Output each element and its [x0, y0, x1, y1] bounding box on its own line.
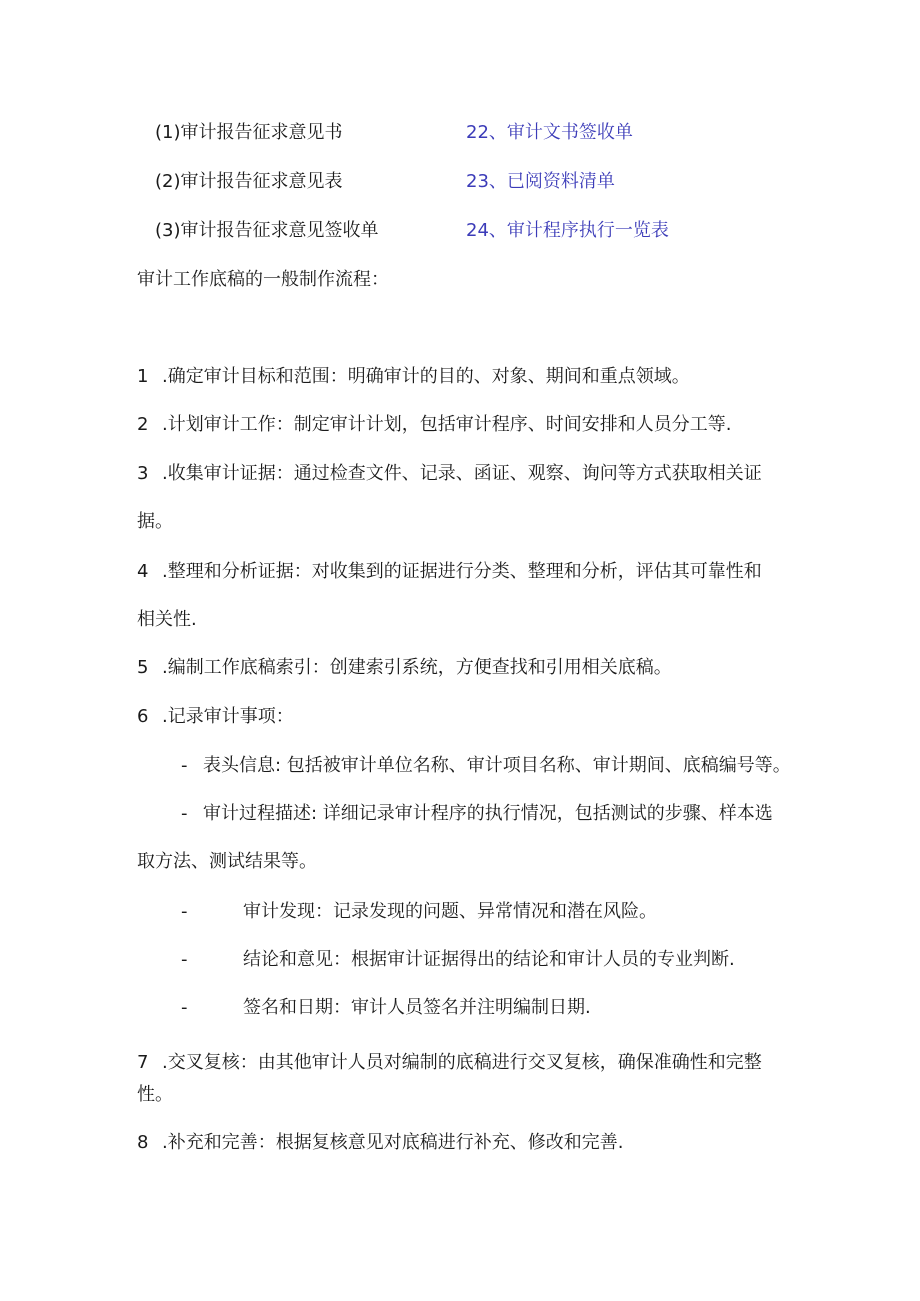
step-number: 8	[137, 1132, 149, 1153]
step-number: 3	[137, 463, 149, 484]
section-title: 审计工作底稿的一般制作流程：	[137, 269, 389, 290]
step-text-continued: 相关性.	[137, 609, 197, 630]
step-text: .交叉复核：由其他审计人员对编制的底稿进行交叉复核，确保准确性和完整	[162, 1052, 762, 1073]
step-number: 6	[137, 706, 149, 727]
sub-item-dash: -	[181, 803, 188, 824]
step-number: 5	[137, 657, 149, 678]
sub-item-text-continued: 取方法、测试结果等。	[137, 851, 317, 872]
form-item-23: 23、已阅资料清单	[466, 171, 615, 192]
sub-item-dash: -	[181, 901, 188, 922]
form-item-1: (1)审计报告征求意见书	[155, 122, 343, 143]
sub-item-text: 审计过程描述: 详细记录审计程序的执行情况，包括测试的步骤、样本选	[203, 803, 773, 824]
sub-item-dash: -	[181, 997, 188, 1018]
step-number: 1	[137, 366, 149, 387]
step-text: .确定审计目标和范围：明确审计的目的、对象、期间和重点领域。	[162, 366, 690, 387]
step-number: 7	[137, 1052, 149, 1073]
sub-item-dash: -	[181, 949, 188, 970]
sub-item-text: 签名和日期：审计人员签名并注明编制日期.	[243, 997, 591, 1018]
step-text-continued: 性。	[137, 1084, 173, 1105]
sub-item-dash: -	[181, 755, 188, 776]
step-text-continued: 据。	[137, 511, 173, 532]
step-number: 4	[137, 561, 149, 582]
step-text: .编制工作底稿索引：创建索引系统，方便查找和引用相关底稿。	[162, 657, 672, 678]
sub-item-text: 结论和意见：根据审计证据得出的结论和审计人员的专业判断.	[243, 949, 735, 970]
sub-item-text: 审计发现：记录发现的问题、异常情况和潜在风险。	[243, 901, 657, 922]
step-text: .记录审计事项：	[162, 706, 294, 727]
step-text: .计划审计工作：制定审计计划，包括审计程序、时间安排和人员分工等.	[162, 414, 732, 435]
form-item-24: 24、审计程序执行一览表	[466, 220, 669, 241]
form-item-22: 22、审计文书签收单	[466, 122, 633, 143]
step-text: .整理和分析证据：对收集到的证据进行分类、整理和分析，评估其可靠性和	[162, 561, 762, 582]
step-number: 2	[137, 414, 149, 435]
step-text: .补充和完善：根据复核意见对底稿进行补充、修改和完善.	[162, 1132, 624, 1153]
sub-item-text: 表头信息: 包括被审计单位名称、审计项目名称、审计期间、底稿编号等。	[203, 755, 791, 776]
form-item-3: (3)审计报告征求意见签收单	[155, 220, 379, 241]
form-item-2: (2)审计报告征求意见表	[155, 171, 343, 192]
step-text: .收集审计证据：通过检查文件、记录、函证、观察、询问等方式获取相关证	[162, 463, 762, 484]
